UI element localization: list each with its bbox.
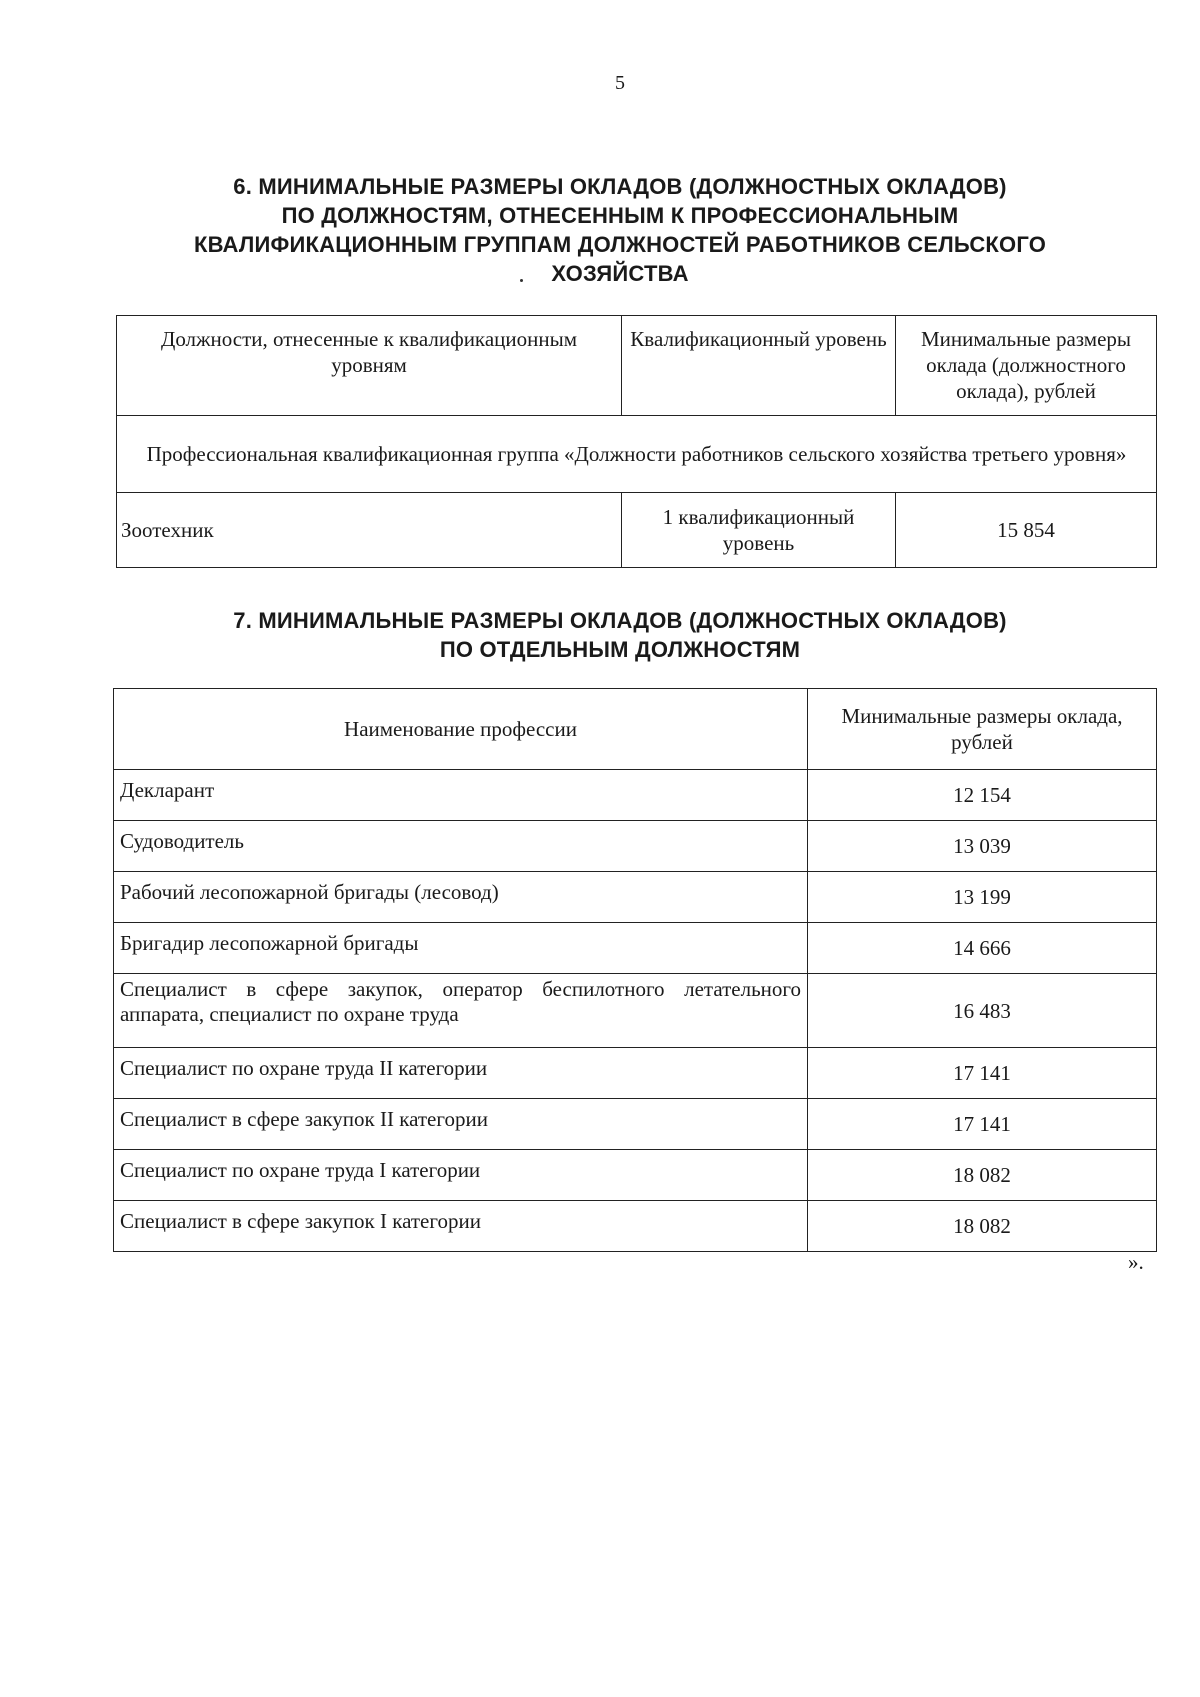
- salary-cell: 15 854: [896, 493, 1157, 568]
- section-6-title-line: 6. МИНИМАЛЬНЫЕ РАЗМЕРЫ ОКЛАДОВ (ДОЛЖНОСТНЫХ ОКЛАДОВ): [233, 174, 1007, 199]
- table-row: [114, 1150, 1157, 1201]
- section-7-table: [113, 688, 1157, 1252]
- profession-cell: Судоводитель: [114, 821, 808, 872]
- stray-mark: [520, 279, 523, 282]
- header-min-salary: Минимальные размеры оклада (должностного оклада), рублей: [896, 316, 1157, 416]
- table-header-row: [114, 689, 1157, 770]
- table-row: [114, 974, 1157, 1048]
- section-7-title: [0, 606, 1200, 664]
- table-row: [114, 872, 1157, 923]
- profession-cell: Специалист по охране труда I категории: [114, 1150, 808, 1201]
- group-row: [117, 416, 1157, 493]
- salary-cell: 13 039: [808, 821, 1157, 872]
- section-6-title-line: ПО ДОЛЖНОСТЯМ, ОТНЕСЕННЫМ К ПРОФЕССИОНАЛЬНЫМ: [281, 203, 959, 228]
- profession-cell: Бригадир лесопожарной бригады: [114, 923, 808, 974]
- section-6-title-line: ХОЗЯЙСТВА: [551, 261, 689, 286]
- closing-quote: ».: [1128, 1250, 1144, 1274]
- table-row: [114, 1099, 1157, 1150]
- profession-cell: Рабочий лесопожарной бригады (лесовод): [114, 872, 808, 923]
- table-row: [114, 821, 1157, 872]
- header-profession-name: Наименование профессии: [114, 689, 808, 770]
- table-row: [114, 1201, 1157, 1252]
- profession-cell: Специалист в сфере закупок, оператор беспилотного летательного аппарата, специалист по охране труда: [114, 974, 808, 1048]
- salary-cell: 18 082: [808, 1150, 1157, 1201]
- table-row: [114, 770, 1157, 821]
- table-row: [114, 923, 1157, 974]
- section-6-title: [0, 172, 1200, 288]
- section-7-title-line: 7. МИНИМАЛЬНЫЕ РАЗМЕРЫ ОКЛАДОВ (ДОЛЖНОСТНЫХ ОКЛАДОВ): [233, 608, 1007, 633]
- section-6-title-line: КВАЛИФИКАЦИОННЫМ ГРУППАМ ДОЛЖНОСТЕЙ РАБОТНИКОВ СЕЛЬСКОГО: [193, 232, 1047, 257]
- salary-cell: 17 141: [808, 1048, 1157, 1099]
- profession-cell: Специалист в сфере закупок II категории: [114, 1099, 808, 1150]
- position-cell: Зоотехник: [117, 493, 622, 568]
- header-positions: Должности, отнесенные к квалификационным уровням: [117, 316, 622, 416]
- section-7-title-line: ПО ОТДЕЛЬНЫМ ДОЛЖНОСТЯМ: [439, 637, 801, 662]
- salary-cell: 12 154: [808, 770, 1157, 821]
- profession-cell: Декларант: [114, 770, 808, 821]
- section-6-table: [116, 315, 1157, 568]
- page-number: 5: [615, 72, 625, 94]
- salary-cell: 17 141: [808, 1099, 1157, 1150]
- table-row: [117, 493, 1157, 568]
- salary-cell: 14 666: [808, 923, 1157, 974]
- salary-cell: 18 082: [808, 1201, 1157, 1252]
- level-cell: 1 квалификационный уровень: [622, 493, 896, 568]
- table-row: [114, 1048, 1157, 1099]
- profession-cell: Специалист по охране труда II категории: [114, 1048, 808, 1099]
- header-min-salary: Минимальные размеры оклада, рублей: [808, 689, 1157, 770]
- table-header-row: [117, 316, 1157, 416]
- profession-cell: Специалист в сфере закупок I категории: [114, 1201, 808, 1252]
- header-qualification-level: Квалификационный уровень: [622, 316, 896, 416]
- salary-cell: 13 199: [808, 872, 1157, 923]
- group-label: Профессиональная квалификационная группа «Должности работников сельского хозяйства третьего уровня»: [117, 416, 1157, 493]
- salary-cell: 16 483: [808, 974, 1157, 1048]
